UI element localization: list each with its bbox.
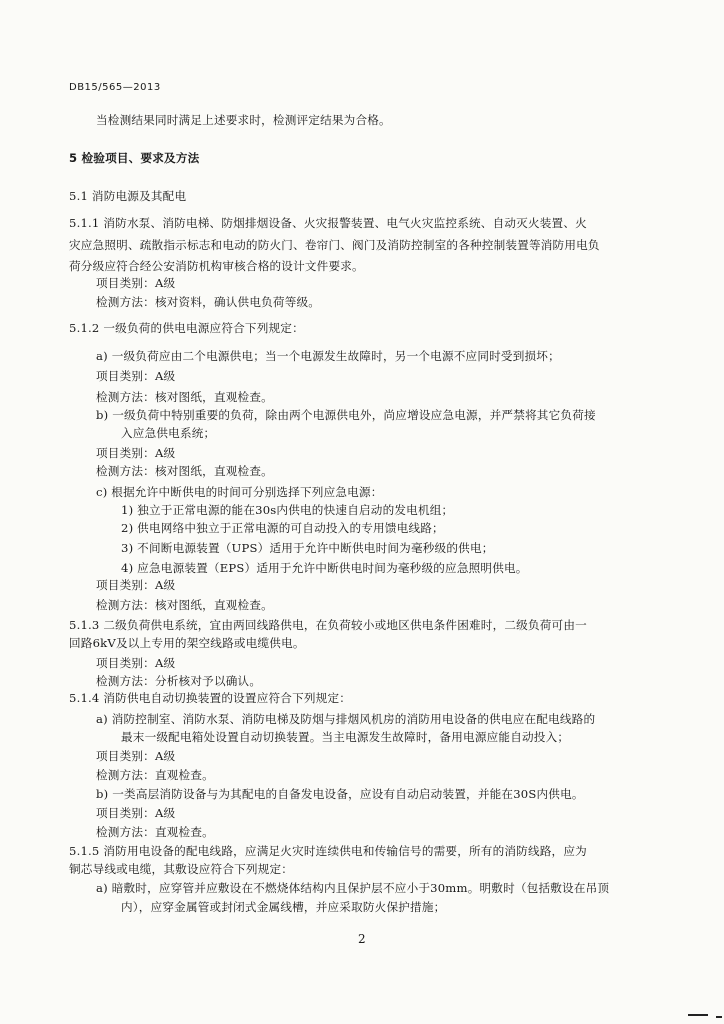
test-method: 检测方法：核对图纸，直观检查。 bbox=[96, 464, 273, 478]
item-category: 项目类别：A级 bbox=[96, 276, 176, 290]
list-item: b) 一级负荷中特别重要的负荷，除由两个电源供电外，尚应增设应急电源，并严禁将其它负荷接 bbox=[96, 408, 596, 422]
clause-text: 5.1.1 消防水泵、消防电梯、防烟排烟设备、火灾报警装置、电气火灾监控系统、自动灭火装置、火 bbox=[69, 216, 587, 230]
sub-list-item: 4) 应急电源装置（EPS）适用于允许中断供电时间为毫秒级的应急照明供电。 bbox=[121, 561, 528, 575]
clause-text: 5.1.2 一级负荷的供电电源应符合下列规定： bbox=[69, 321, 304, 335]
item-category: 项目类别：A级 bbox=[96, 446, 176, 460]
list-item-continuation: 内），应穿金属管或封闭式金属线槽，并应采取防火保护措施； bbox=[121, 900, 446, 914]
scan-mark bbox=[688, 1014, 708, 1016]
clause-text: 5.1.4 消防供电自动切换装置的设置应符合下列规定： bbox=[69, 691, 352, 705]
test-method: 检测方法：核对资料，确认供电负荷等级。 bbox=[96, 295, 321, 309]
test-method: 检测方法：核对图纸，直观检查。 bbox=[96, 598, 273, 612]
clause-text: 灾应急照明、疏散指示标志和电动的防火门、卷帘门、阀门及消防控制室的各种控制装置等消防用电负 bbox=[69, 238, 600, 252]
subsection-heading: 5.1 消防电源及其配电 bbox=[69, 189, 187, 203]
clause-text: 铜芯导线或电缆，其敷设应符合下列规定： bbox=[69, 862, 294, 876]
sub-list-item: 2) 供电网络中独立于正常电源的可自动投入的专用馈电线路； bbox=[121, 521, 444, 535]
list-item: a) 暗敷时，应穿管并应敷设在不燃烧体结构内且保护层不应小于30mm。明敷时（包括敷设在吊顶 bbox=[96, 881, 610, 895]
list-item: a) 一级负荷应由二个电源供电；当一个电源发生故障时，另一个电源不应同时受到损坏； bbox=[96, 349, 560, 363]
clause-text: 5.1.5 消防用电设备的配电线路，应满足火灾时连续供电和传输信号的需要，所有的消防线路，应为 bbox=[69, 844, 587, 858]
list-item: b) 一类高层消防设备与为其配电的自备发电设备，应设有自动启动装置，并能在30S内供电。 bbox=[96, 787, 584, 801]
list-item-continuation: 最末一级配电箱处设置自动切换装置。当主电源发生故障时，备用电源应能自动投入； bbox=[121, 730, 570, 744]
list-item: a) 消防控制室、消防水泵、消防电梯及防烟与排烟风机房的消防用电设备的供电应在配电线路的 bbox=[96, 712, 596, 726]
test-method: 检测方法：分析核对予以确认。 bbox=[96, 674, 262, 688]
item-category: 项目类别：A级 bbox=[96, 656, 176, 670]
item-category: 项目类别：A级 bbox=[96, 578, 176, 592]
test-method: 检测方法：核对图纸，直观检查。 bbox=[96, 390, 273, 404]
section-heading: 5 检验项目、要求及方法 bbox=[69, 151, 200, 165]
text-line: 当检测结果同时满足上述要求时，检测评定结果为合格。 bbox=[96, 113, 391, 127]
list-item: c) 根据允许中断供电的时间可分别选择下列应急电源： bbox=[96, 485, 383, 499]
clause-text: 荷分级应符合经公安消防机构审核合格的设计文件要求。 bbox=[69, 259, 364, 273]
list-item-continuation: 入应急供电系统； bbox=[121, 426, 216, 440]
item-category: 项目类别：A级 bbox=[96, 749, 176, 763]
clause-text: 5.1.3 二级负荷供电系统，宜由两回线路供电，在负荷较小或地区供电条件困难时，二级负荷可由一 bbox=[69, 618, 587, 632]
item-category: 项目类别：A级 bbox=[96, 806, 176, 820]
sub-list-item: 1) 独立于正常电源的能在30s内供电的快速自启动的发电机组； bbox=[121, 503, 454, 517]
test-method: 检测方法：直观检查。 bbox=[96, 768, 214, 782]
item-category: 项目类别：A级 bbox=[96, 369, 176, 383]
document-code: DB15/565—2013 bbox=[69, 82, 161, 93]
test-method: 检测方法：直观检查。 bbox=[96, 825, 214, 839]
scan-mark bbox=[716, 1016, 722, 1018]
sub-list-item: 3) 不间断电源装置（UPS）适用于允许中断供电时间为毫秒级的供电； bbox=[121, 541, 494, 555]
page-number: 2 bbox=[358, 932, 366, 946]
clause-text: 回路6kV及以上专用的架空线路或电缆供电。 bbox=[69, 636, 305, 650]
